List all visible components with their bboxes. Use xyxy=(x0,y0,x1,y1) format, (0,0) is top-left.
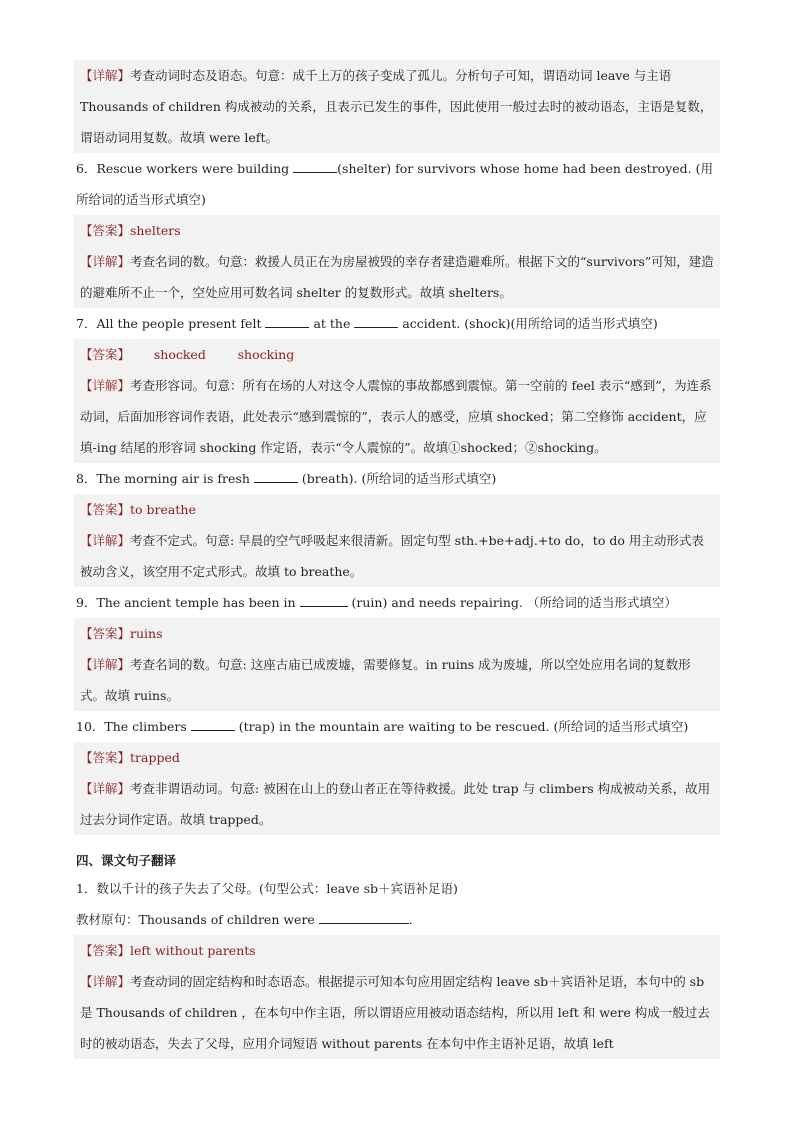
answer-text: trapped xyxy=(130,750,180,765)
explain-label: 【详解】 xyxy=(80,657,131,672)
question-10 xyxy=(74,711,720,742)
question-text: All the people present felt xyxy=(96,316,262,331)
explanation-block xyxy=(74,773,720,835)
question-number: 10． xyxy=(76,719,105,734)
answer-blank[interactable] xyxy=(191,716,235,731)
question-text: accident. (shock)(用所给词的适当形式填空) xyxy=(402,316,658,331)
question-text: (ruin) and needs repairing. （所给词的适当形式填空） xyxy=(351,595,677,610)
sentence-end: . xyxy=(408,912,413,927)
answer-label: 【答案】 xyxy=(80,943,131,958)
explanation-text: 考查动词时态及语态。句意：成千上万的孩子变成了孤儿。分析句子可知，谓语动词 leave 与主语 Thousands of children 构成被动的关系，且表示已发生的事件，因此使用一般过去时的被动语态，主语是复数，谓语动词用复数。故填 were left。 xyxy=(80,68,713,145)
answer-label: 【答案】 xyxy=(80,502,131,517)
question-text: (shelter) for survivors whose home had been destroyed. (用所给词的适当形式填空) xyxy=(76,161,713,207)
answer-blank[interactable] xyxy=(319,909,409,924)
explanation-text: 考查非谓语动词。句意: 被困在山上的登山者正在等待救援。此处 trap 与 climbers 构成被动关系，故用过去分词作定语。故填 trapped。 xyxy=(80,781,711,827)
explanation-block xyxy=(74,60,720,153)
answer-label: 【答案】 xyxy=(80,223,131,238)
explanation-block xyxy=(74,649,720,711)
answer-text: ruins xyxy=(130,626,163,641)
answer-text: shelters xyxy=(130,223,181,238)
answer-text: left without parents xyxy=(130,943,256,958)
translation-question: 1．数以千计的孩子失去了父母。(句型公式：leave sb＋宾语补足语) xyxy=(76,881,458,896)
question-text: The climbers xyxy=(104,719,187,734)
explanation-block xyxy=(74,966,720,1059)
document-page xyxy=(74,60,720,1059)
question-text: (breath). (所给词的适当形式填空) xyxy=(301,471,497,486)
answer-blank[interactable] xyxy=(265,313,309,328)
answer-label: 【答案】 xyxy=(80,347,131,362)
question-8 xyxy=(74,463,720,494)
explain-label: 【详解】 xyxy=(80,533,131,548)
explanation-text: 考查名词的数。句意：救援人员正在为房屋被毁的幸存者建造避难所。根据下文的“survivors”可知，建造的避难所不止一个，空处应用可数名词 shelter 的复数形式。故填 shelters。 xyxy=(80,254,714,300)
answer-text: to breathe xyxy=(130,502,196,517)
explanation-text: 考查形容词。句意：所有在场的人对这令人震惊的事故都感到震惊。第一空前的 feel 表示“感到”，为连系动词，后面加形容词作表语，此处表示“感到震惊的”，表示人的感受，应填 shocked；第二空修饰 accident，应填-ing 结尾的形容词 shocking 作定语，表示“令人震惊的”。故填①shocked；②shocking。 xyxy=(80,378,712,455)
explanation-block xyxy=(74,525,720,587)
explanation-block xyxy=(74,370,720,463)
section-heading: 四、课文句子翻译 xyxy=(76,853,177,868)
question-text: The ancient temple has been in xyxy=(96,595,296,610)
explain-label: 【详解】 xyxy=(80,68,131,83)
question-text: The morning air is fresh xyxy=(96,471,250,486)
answer-text: shocked shocking xyxy=(130,347,295,362)
explanation-text: 考查不定式。句意: 早晨的空气呼吸起来很清新。固定句型 sth.+be+adj.+to do，to do 用主动形式表被动含义，该空用不定式形式。故填 to breathe。 xyxy=(80,533,704,579)
answer-label: 【答案】 xyxy=(80,750,131,765)
answer-label: 【答案】 xyxy=(80,626,131,641)
answer-block xyxy=(74,935,720,966)
explain-label: 【详解】 xyxy=(80,781,131,796)
question-number: 8． xyxy=(76,471,97,486)
answer-block xyxy=(74,742,720,773)
question-number: 6． xyxy=(76,161,97,176)
original-sentence-text: 教材原句：Thousands of children were xyxy=(76,912,315,927)
question-7 xyxy=(74,308,720,339)
answer-block xyxy=(74,494,720,525)
question-number: 9． xyxy=(76,595,97,610)
question-text: Rescue workers were building xyxy=(96,161,290,176)
question-text: at the xyxy=(313,316,351,331)
explain-label: 【详解】 xyxy=(80,378,131,393)
question-number: 7． xyxy=(76,316,97,331)
answer-blank[interactable] xyxy=(300,592,348,607)
explanation-text: 考查名词的数。句意: 这座古庙已成废墟，需要修复。in ruins 成为废墟，所以空处应用名词的复数形式。故填 ruins。 xyxy=(80,657,691,703)
answer-block xyxy=(74,339,720,370)
answer-block xyxy=(74,215,720,246)
question-6 xyxy=(74,153,720,215)
explain-label: 【详解】 xyxy=(80,974,131,989)
explain-label: 【详解】 xyxy=(80,254,131,269)
explanation-text: 考查动词的固定结构和时态语态。根据提示可知本句应用固定结构 leave sb＋宾语补足语，本句中的 sb 是 Thousands of children ，在本句中作主语，所以谓语应用被动语态结构，所以用 left 和 were 构成一般过去时的被动语态，失去了父母，应用介词短语 without parents 在本句中作主语补足语，故填 left xyxy=(80,974,710,1051)
answer-blank[interactable] xyxy=(293,158,337,173)
answer-block xyxy=(74,618,720,649)
original-sentence xyxy=(74,904,720,935)
question-9 xyxy=(74,587,720,618)
answer-blank[interactable] xyxy=(254,468,298,483)
explanation-block xyxy=(74,246,720,308)
answer-blank[interactable] xyxy=(354,313,398,328)
question-text: (trap) in the mountain are waiting to be rescued. (所给词的适当形式填空) xyxy=(238,719,689,734)
